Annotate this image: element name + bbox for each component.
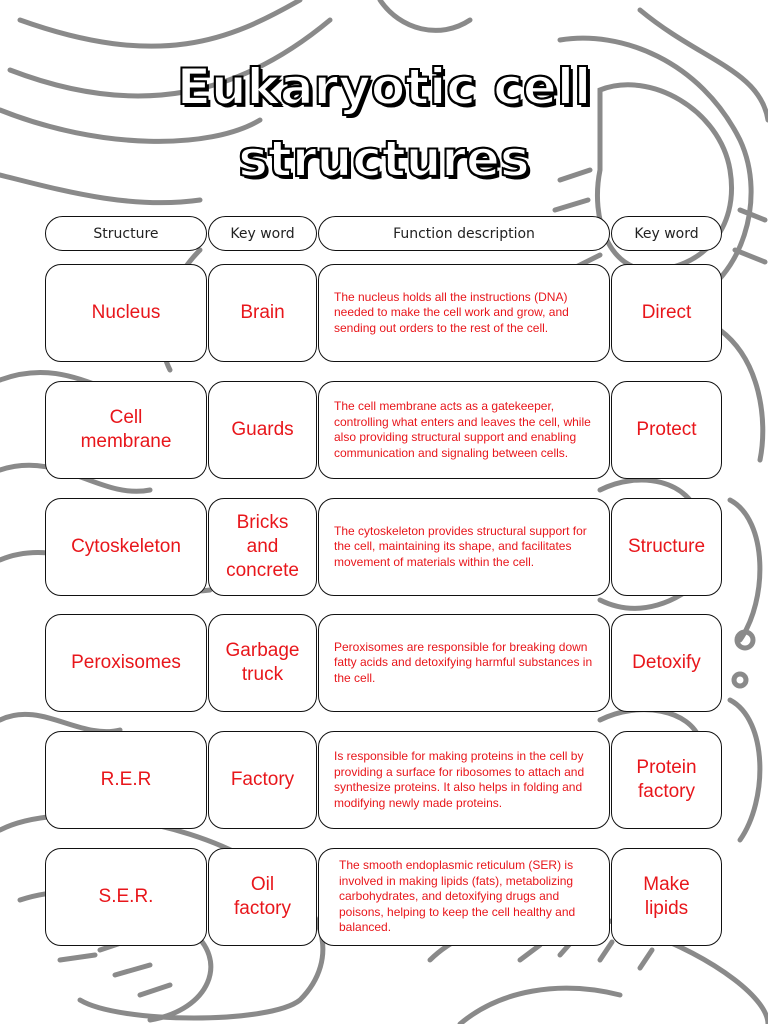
- page-title-line-1: Eukaryotic cell: [176, 58, 592, 116]
- page-title-line-2: structures: [238, 130, 530, 188]
- header-structure: Structure: [45, 216, 207, 251]
- description-text: The cytoskeleton provides structural support for the cell, maintaining its shape, and facilitates movement of materials within the cell.: [334, 523, 587, 569]
- structure-cell: Peroxisomes: [45, 614, 207, 712]
- keyword2-cell: Make lipids: [611, 848, 722, 946]
- description-text: Is responsible for making proteins in the cell by providing a surface for ribosomes to attach and synthesize proteins. It also helps in folding and modifying newly made proteins.: [334, 749, 585, 810]
- keyword2-cell: Protein factory: [611, 731, 722, 829]
- keyword-cell: Bricks and concrete: [208, 498, 317, 596]
- header-key-word: Key word: [208, 216, 317, 251]
- description-cell: [318, 381, 610, 479]
- description-cell: [318, 614, 610, 712]
- structure-cell: R.E.R: [45, 731, 207, 829]
- keyword2-cell: Protect: [611, 381, 722, 479]
- structure-cell: Cytoskeleton: [45, 498, 207, 596]
- keyword2-cell: Structure: [611, 498, 722, 596]
- keyword-cell: Brain: [208, 264, 317, 362]
- description-text: The smooth endoplasmic reticulum (SER) is involved in making lipids (fats), metabolizing carbohydrates, and detoxifying drugs and poisons, helping to keep the cell healthy and balanced.: [339, 858, 576, 935]
- description-cell: [318, 848, 610, 946]
- description-text: The nucleus holds all the instructions (DNA) needed to make the cell work and grow, and sending out orders to the rest of the cell.: [334, 289, 569, 335]
- keyword2-cell: Direct: [611, 264, 722, 362]
- description-cell: [318, 498, 610, 596]
- structure-cell: Nucleus: [45, 264, 207, 362]
- keyword-cell: Oil factory: [208, 848, 317, 946]
- keyword2-cell: Detoxify: [611, 614, 722, 712]
- description-cell: [318, 731, 610, 829]
- keyword-cell: Factory: [208, 731, 317, 829]
- structure-cell: Cell membrane: [45, 381, 207, 479]
- header-key-word-2: Key word: [611, 216, 722, 251]
- description-text: Peroxisomes are responsible for breaking down fatty acids and detoxifying harmful substances in the cell.: [334, 639, 593, 685]
- keyword-cell: Garbage truck: [208, 614, 317, 712]
- keyword-cell: Guards: [208, 381, 317, 479]
- description-cell: [318, 264, 610, 362]
- structure-cell: S.E.R.: [45, 848, 207, 946]
- header-function-description: Function description: [318, 216, 610, 251]
- description-text: The cell membrane acts as a gatekeeper, controlling what enters and leaves the cell, while also providing structural support and enabling communication and signaling between cells.: [334, 399, 591, 460]
